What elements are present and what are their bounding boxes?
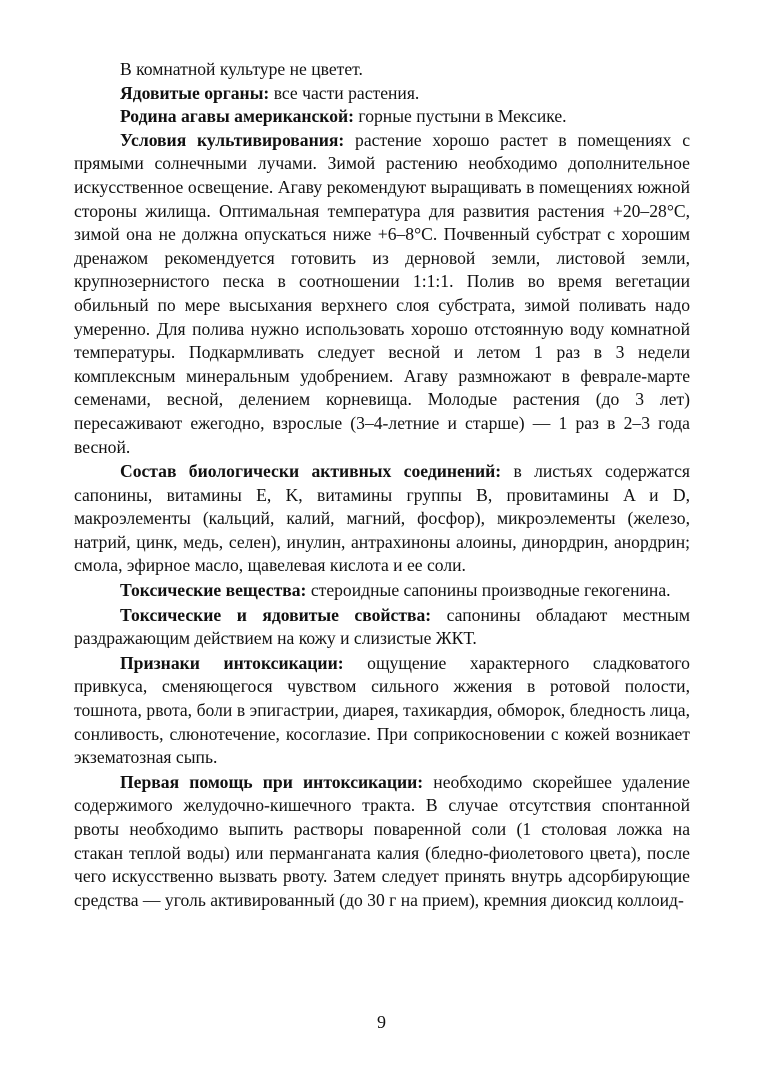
- toxic-properties-heading: Токсические и ядовитые свойства:: [120, 604, 432, 625]
- homeland-text: горные пустыни в Мексике.: [354, 106, 567, 127]
- paragraph-cultivation: [74, 129, 690, 459]
- paragraph-toxic-substances: [74, 579, 690, 603]
- paragraph-composition: [74, 460, 690, 578]
- poisonous-organs-heading: Ядовитые органы:: [120, 82, 270, 103]
- homeland-heading: Родина агавы американской:: [120, 106, 355, 127]
- cultivation-heading: Условия культивирования:: [120, 129, 345, 150]
- toxic-substances-heading: Токсические вещества:: [120, 580, 307, 601]
- paragraph-homeland: [74, 105, 690, 129]
- poisonous-organs-text: все части растения.: [269, 82, 420, 103]
- flowering-text: В комнатной культуре не цветет.: [120, 59, 363, 79]
- paragraph-poisonous-organs: [74, 82, 690, 106]
- first-aid-text: необходимо скорейшее удаление содержимого желудочно-кишечного тракта. В случае отсутствия спонтанной рвоты необходимо выпить растворы поваренной соли (1 столовая ложка на стакан теплой воды) или перманганата калия (бледно-фиолетового цвета), после чего искусственно вызвать рвоту. Затем следует принять внутрь адсорбирующие средства — уголь активированный (до 30 г на прием), кремния диоксид коллоид-: [74, 771, 690, 910]
- document-page: [74, 58, 690, 912]
- composition-text: в листьях содержатся сапонины, витамины E, K, витамины группы B, провитамины A и D, макроэлементы (кальций, калий, магний, фосфор), микроэлементы (железо, натрий, цинк, медь, селен), инулин, антрахиноны алоины, динордрин, анордрин; смола, эфирное масло, щавелевая кислота и ее соли.: [74, 461, 690, 576]
- paragraph-flowering: [74, 58, 690, 82]
- first-aid-heading: Первая помощь при интоксикации:: [120, 771, 424, 792]
- paragraph-first-aid: [74, 771, 690, 913]
- composition-heading: Состав биологически активных соединений:: [120, 461, 502, 482]
- intoxication-signs-heading: Признаки интоксикации:: [120, 652, 344, 673]
- toxic-substances-text: стероидные сапонины производные гекогенина.: [306, 580, 671, 601]
- toxic-properties-text: сапонины обладают местным раздражающим действием на кожу и слизистые ЖКТ.: [74, 604, 690, 649]
- cultivation-text: растение хорошо растет в помещениях с прямыми солнечными лучами. Зимой растению необходимо дополнительное искусственное освещение. Агаву рекомендуют выращивать в помещениях южной стороны жилища. Оптимальная температура для развития растения +20–28°С, зимой она не должна опускаться ниже +6–8°С. Почвенный субстрат с хорошим дренажом рекомендуется готовить из дерновой земли, листовой земли, крупнозернистого песка в соотношении 1:1:1. Полив во время вегетации обильный по мере высыхания верхнего слоя субстрата, зимой поливать надо умеренно. Для полива нужно использовать хорошо отстоянную воду комнатной температуры. Подкармливать следует весной и летом 1 раз в 3 недели комплексным минеральным удобрением. Агаву размножают в феврале-марте семенами, весной, делением корневища. Молодые растения (до 3 лет) пересаживают ежегодно, взрослые (3–4-летние и старше) — 1 раз в 2–3 года весной.: [74, 129, 691, 457]
- intoxication-signs-text: ощущение характерного сладковатого привкуса, сменяющегося чувством сильного жжения в ротовой полости, тошнота, рвота, боли в эпигастрии, диарея, тахикардия, обморок, бледность лица, сонливость, слюнотечение, косоглазие. При соприкосновении с кожей возникает экзематозная сыпь.: [74, 652, 690, 768]
- paragraph-toxic-properties: [74, 604, 690, 651]
- page-number: 9: [377, 1012, 386, 1032]
- paragraph-intoxication-signs: [74, 652, 690, 770]
